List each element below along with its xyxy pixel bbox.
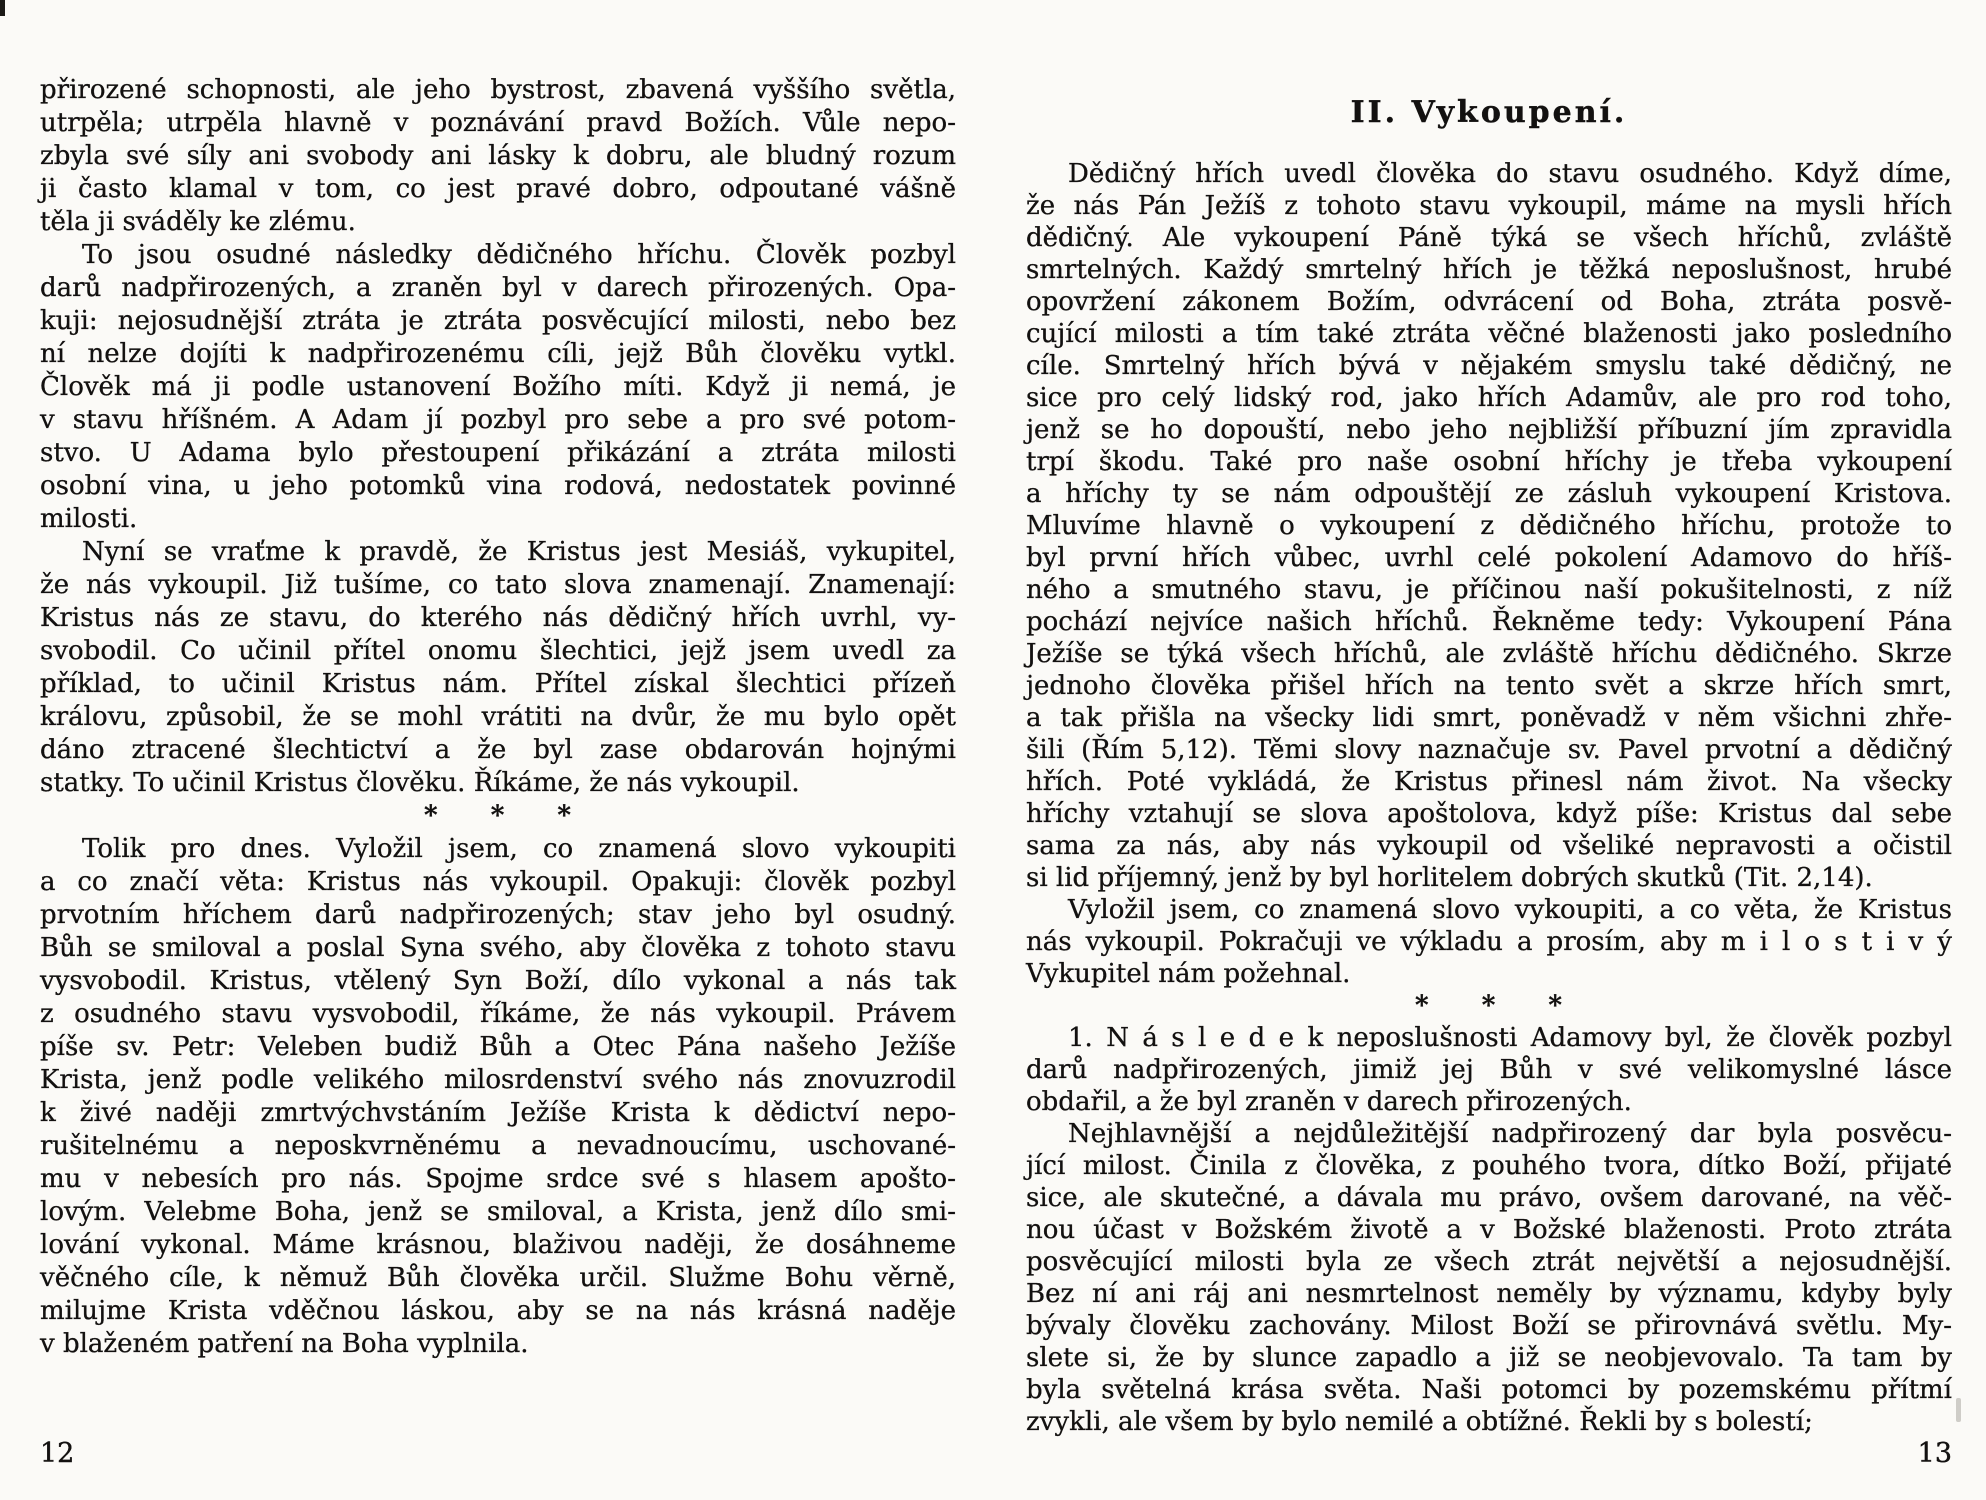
text-line: trpí škodu. Také pro naše osobní hříchy je třeba vykoupení [1026, 447, 1952, 477]
text-line: Mluvíme hlavně o vykoupení z dědičného hříchu, protože to [1026, 511, 1952, 541]
text-line: sice, ale skutečné, a dávala mu právo, ovšem darované, na věč- [1026, 1183, 1952, 1213]
text-line: jenž se ho dopouští, nebo jeho nejbližší příbuzní jím zpravidla [1026, 415, 1952, 445]
text-line: rušitelnému a neposkvrněnému a nevadnoucímu, uschované- [40, 1131, 956, 1161]
text-line: utrpěla; utrpěla hlavně v poznávání pravd Božích. Vůle nepo- [40, 108, 956, 138]
paragraph [40, 74, 956, 239]
text-line: věčného cíle, k němuž Bůh člověka určil. Služme Bohu věrně, [40, 1263, 956, 1293]
text-line: ného a smutného stavu, je příčinou naší pokušitelnosti, z níž [1026, 575, 1952, 605]
text-line: a co značí věta: Kristus nás vykoupil. Opakuji: člověk pozbyl [40, 867, 956, 897]
ink-smudge [1956, 1398, 1961, 1422]
text-line: mu v nebesích pro nás. Spojme srdce své s hlasem apošto- [40, 1164, 956, 1194]
text-line: hříchy vztahují se slova apoštolova, když píše: Kristus dal sebe [1026, 799, 1952, 829]
page-12-text-column [40, 74, 956, 1361]
text-line: darů nadpřirozených, a zraněn byl v darech přirozených. Opa- [40, 273, 956, 303]
text-line: zvykli, ale všem by bylo nemilé a obtížné. Řekli by s bolestí; [1026, 1407, 1813, 1437]
text-line: pochází nejvíce našich hříchů. Řekněme tedy: Vykoupení Pána [1026, 607, 1952, 637]
text-line: Kristus nás ze stavu, do kterého nás dědičný hřích uvrhl, vy- [40, 603, 956, 633]
text-line: osobní vina, u jeho potomků vina rodová, nedostatek povinné [40, 471, 956, 501]
text-line: stvo. U Adama bylo přestoupení přikázání a ztráta milosti [40, 438, 956, 468]
text-line: Ježíše se týká všech hříchů, ale zvláště hříchu dědičného. Skrze [1026, 639, 1952, 669]
text-line: příklad, to učinil Kristus nám. Přítel získal šlechtici přízeň [40, 669, 956, 699]
text-line: hřích. Poté vykládá, že Kristus přinesl nám život. Na všecky [1026, 767, 1952, 797]
text-line: Dědičný hřích uvedl člověka do stavu osudného. Když díme, [1068, 159, 1952, 189]
text-line: královu, způsobil, že se mohl vrátiti na dvůr, že mu bylo opět [40, 702, 956, 732]
section-separator: * * * [1415, 991, 1563, 1021]
page-number-right: 13 [1917, 1438, 1952, 1469]
scan-edge-artifact [0, 0, 5, 16]
text-line: Nejhlavnější a nejdůležitější nadpřirozený dar byla posvěcu- [1068, 1119, 1952, 1149]
text-line: Nyní se vraťme k pravdě, že Kristus jest Mesiáš, vykupitel, [82, 537, 956, 567]
text-line: v blaženém patření na Boha vyplnila. [40, 1329, 529, 1359]
text-line: nás vykoupil. Pokračuji ve výkladu a prosím, aby m i l o s t i v ý [1026, 927, 1952, 957]
text-line: darů nadpřirozených, jimiž jej Bůh v své velikomyslné lásce [1026, 1055, 1952, 1085]
text-line: Tolik pro dnes. Vyložil jsem, co znamená slovo vykoupiti [82, 834, 956, 864]
text-line: že nás vykoupil. Již tušíme, co tato slova znamenají. Znamenají: [40, 570, 956, 600]
text-line: Vykupitel nám požehnal. [1026, 959, 1351, 989]
text-line: kuji: nejosudnější ztráta je ztráta posvěcující milosti, nebo bez [40, 306, 956, 336]
text-line: k živé naději zmrtvýchvstáním Ježíše Krista k dědictví nepo- [40, 1098, 956, 1128]
paragraph [40, 239, 956, 536]
text-line: přirozené schopnosti, ale jeho bystrost, zbavená vyššího světla, [40, 75, 956, 105]
page-13-body [1026, 158, 1952, 1438]
text-line: jednoho člověka přišel hřích na tento svět a skrze hřích smrt, [1026, 671, 1952, 701]
page-13-text-column [1026, 72, 1952, 1438]
text-line: obdařil, a že byl zraněn v darech přirozených. [1026, 1087, 1632, 1117]
text-line: z osudného stavu vysvobodil, říkáme, že nás vykoupil. Právem [40, 999, 956, 1029]
text-line: ji často klamal v tom, co jest pravé dobro, odpoutané vášně [40, 174, 956, 204]
chapter-heading: II. Vykoupení. [1350, 95, 1628, 130]
text-line: To jsou osudné následky dědičného hříchu. Člověk pozbyl [82, 240, 956, 270]
text-line: byla světelná krása světa. Naši potomci by pozemskému přítmí [1026, 1375, 1952, 1405]
text-line: svobodil. Co učinil přítel onomu šlechtici, jejž jsem uvedl za [40, 636, 956, 666]
text-line: lování vykonal. Máme krásnou, blaživou naději, že dosáhneme [40, 1230, 956, 1260]
paragraph [1026, 894, 1952, 990]
text-line: ní nelze dojíti k nadpřirozenému cíli, jejž Bůh člověku vytkl. [40, 339, 956, 369]
text-line: slete si, že by slunce zapadlo a již se neobjevovalo. Ta tam by [1026, 1343, 1952, 1373]
text-line: píše sv. Petr: Veleben budiž Bůh a Otec Pána našeho Ježíše [40, 1032, 956, 1062]
paragraph [40, 536, 956, 800]
text-line: si lid příjemný, jenž by byl horlitelem dobrých skutků (Tit. 2,14). [1026, 863, 1873, 893]
text-line: bývaly člověku zachovány. Milost Boží se přirovnává světlu. My- [1026, 1311, 1952, 1341]
text-line: dáno ztracené šlechtictví a že byl zase obdarován hojnými [40, 735, 956, 765]
text-line: v stavu hříšném. A Adam jí pozbyl pro sebe a pro své potom- [40, 405, 956, 435]
text-line: dědičný. Ale vykoupení Páně týká se všech hříchů, zvláště [1026, 223, 1952, 253]
text-line: a tak přišla na všecky lidi smrt, poněvadž v něm všichni zhře- [1026, 703, 1952, 733]
text-line: posvěcující milosti byla ze všech ztrát největší a nejosudnější. [1026, 1247, 1952, 1277]
text-line: lovým. Velebme Boha, jenž se smiloval, a Krista, jenž dílo smi- [40, 1197, 956, 1227]
text-line: Bůh se smiloval a poslal Syna svého, aby člověka z tohoto stavu [40, 933, 956, 963]
paragraph [40, 833, 956, 1361]
text-line: že nás Pán Ježíš z tohoto stavu vykoupil, máme na mysli hřích [1026, 191, 1952, 221]
text-line: sama za nás, aby nás vykoupil od všeliké nepravosti a očistil [1026, 831, 1952, 861]
text-line: jící milost. Činila z člověka, z pouhého tvora, dítko Boží, přijaté [1026, 1151, 1952, 1181]
text-line: šili (Řím 5,12). Těmi slovy naznačuje sv. Pavel prvotní a dědičný [1026, 735, 1952, 765]
text-line: Bez ní ani ráj ani nesmrtelnost neměly by významu, kdyby byly [1026, 1279, 1952, 1309]
text-line: nou účast v Božském životě a v Božské blaženosti. Proto ztráta [1026, 1215, 1952, 1245]
paragraph [1026, 1022, 1952, 1118]
text-line: byl první hřích vůbec, uvrhl celé pokolení Adamovo do hříš- [1026, 543, 1952, 573]
text-line: cíle. Smrtelný hřích bývá v nějakém smyslu také dědičný, ne [1026, 351, 1952, 381]
text-line: 1. N á s l e d e k neposlušnosti Adamovy byl, že člověk pozbyl [1068, 1023, 1952, 1053]
page-number-left: 12 [40, 1438, 75, 1469]
paragraph [1026, 158, 1952, 894]
text-line: smrtelných. Každý smrtelný hřích je těžká neposlušnost, hrubé [1026, 255, 1952, 285]
text-line: prvotním hříchem darů nadpřirozených; stav jeho byl osudný. [40, 900, 956, 930]
text-line: sice pro celý lidský rod, jako hřích Adamův, ale pro rod toho, [1026, 383, 1952, 413]
text-line: cující milosti a tím také ztráta věčné blaženosti jako posledního [1026, 319, 1952, 349]
section-separator: * * * [424, 801, 572, 831]
text-line: vysvobodil. Kristus, vtělený Syn Boží, dílo vykonal a nás tak [40, 966, 956, 996]
text-line: milosti. [40, 504, 138, 534]
text-line: těla ji sváděly ke zlému. [40, 207, 356, 237]
text-line: opovržení zákonem Božím, odvrácení od Boha, ztráta posvě- [1026, 287, 1952, 317]
text-line: statky. To učinil Kristus člověku. Říkáme, že nás vykoupil. [40, 768, 800, 798]
text-line: milujme Krista vděčnou láskou, aby se na nás krásná naděje [40, 1296, 956, 1326]
text-line: Krista, jenž podle velikého milosrdenství svého nás znovuzrodil [40, 1065, 956, 1095]
text-line: Člověk má ji podle ustanovení Božího míti. Když ji nemá, je [40, 372, 956, 402]
text-line: a hříchy ty se nám odpouštějí ze zásluh vykoupení Kristova. [1026, 479, 1952, 509]
paragraph [1026, 1118, 1952, 1438]
text-line: zbyla své síly ani svobody ani lásky k dobru, ale bludný rozum [40, 141, 956, 171]
text-line: Vyložil jsem, co znamená slovo vykoupiti, a co věta, že Kristus [1068, 895, 1952, 925]
